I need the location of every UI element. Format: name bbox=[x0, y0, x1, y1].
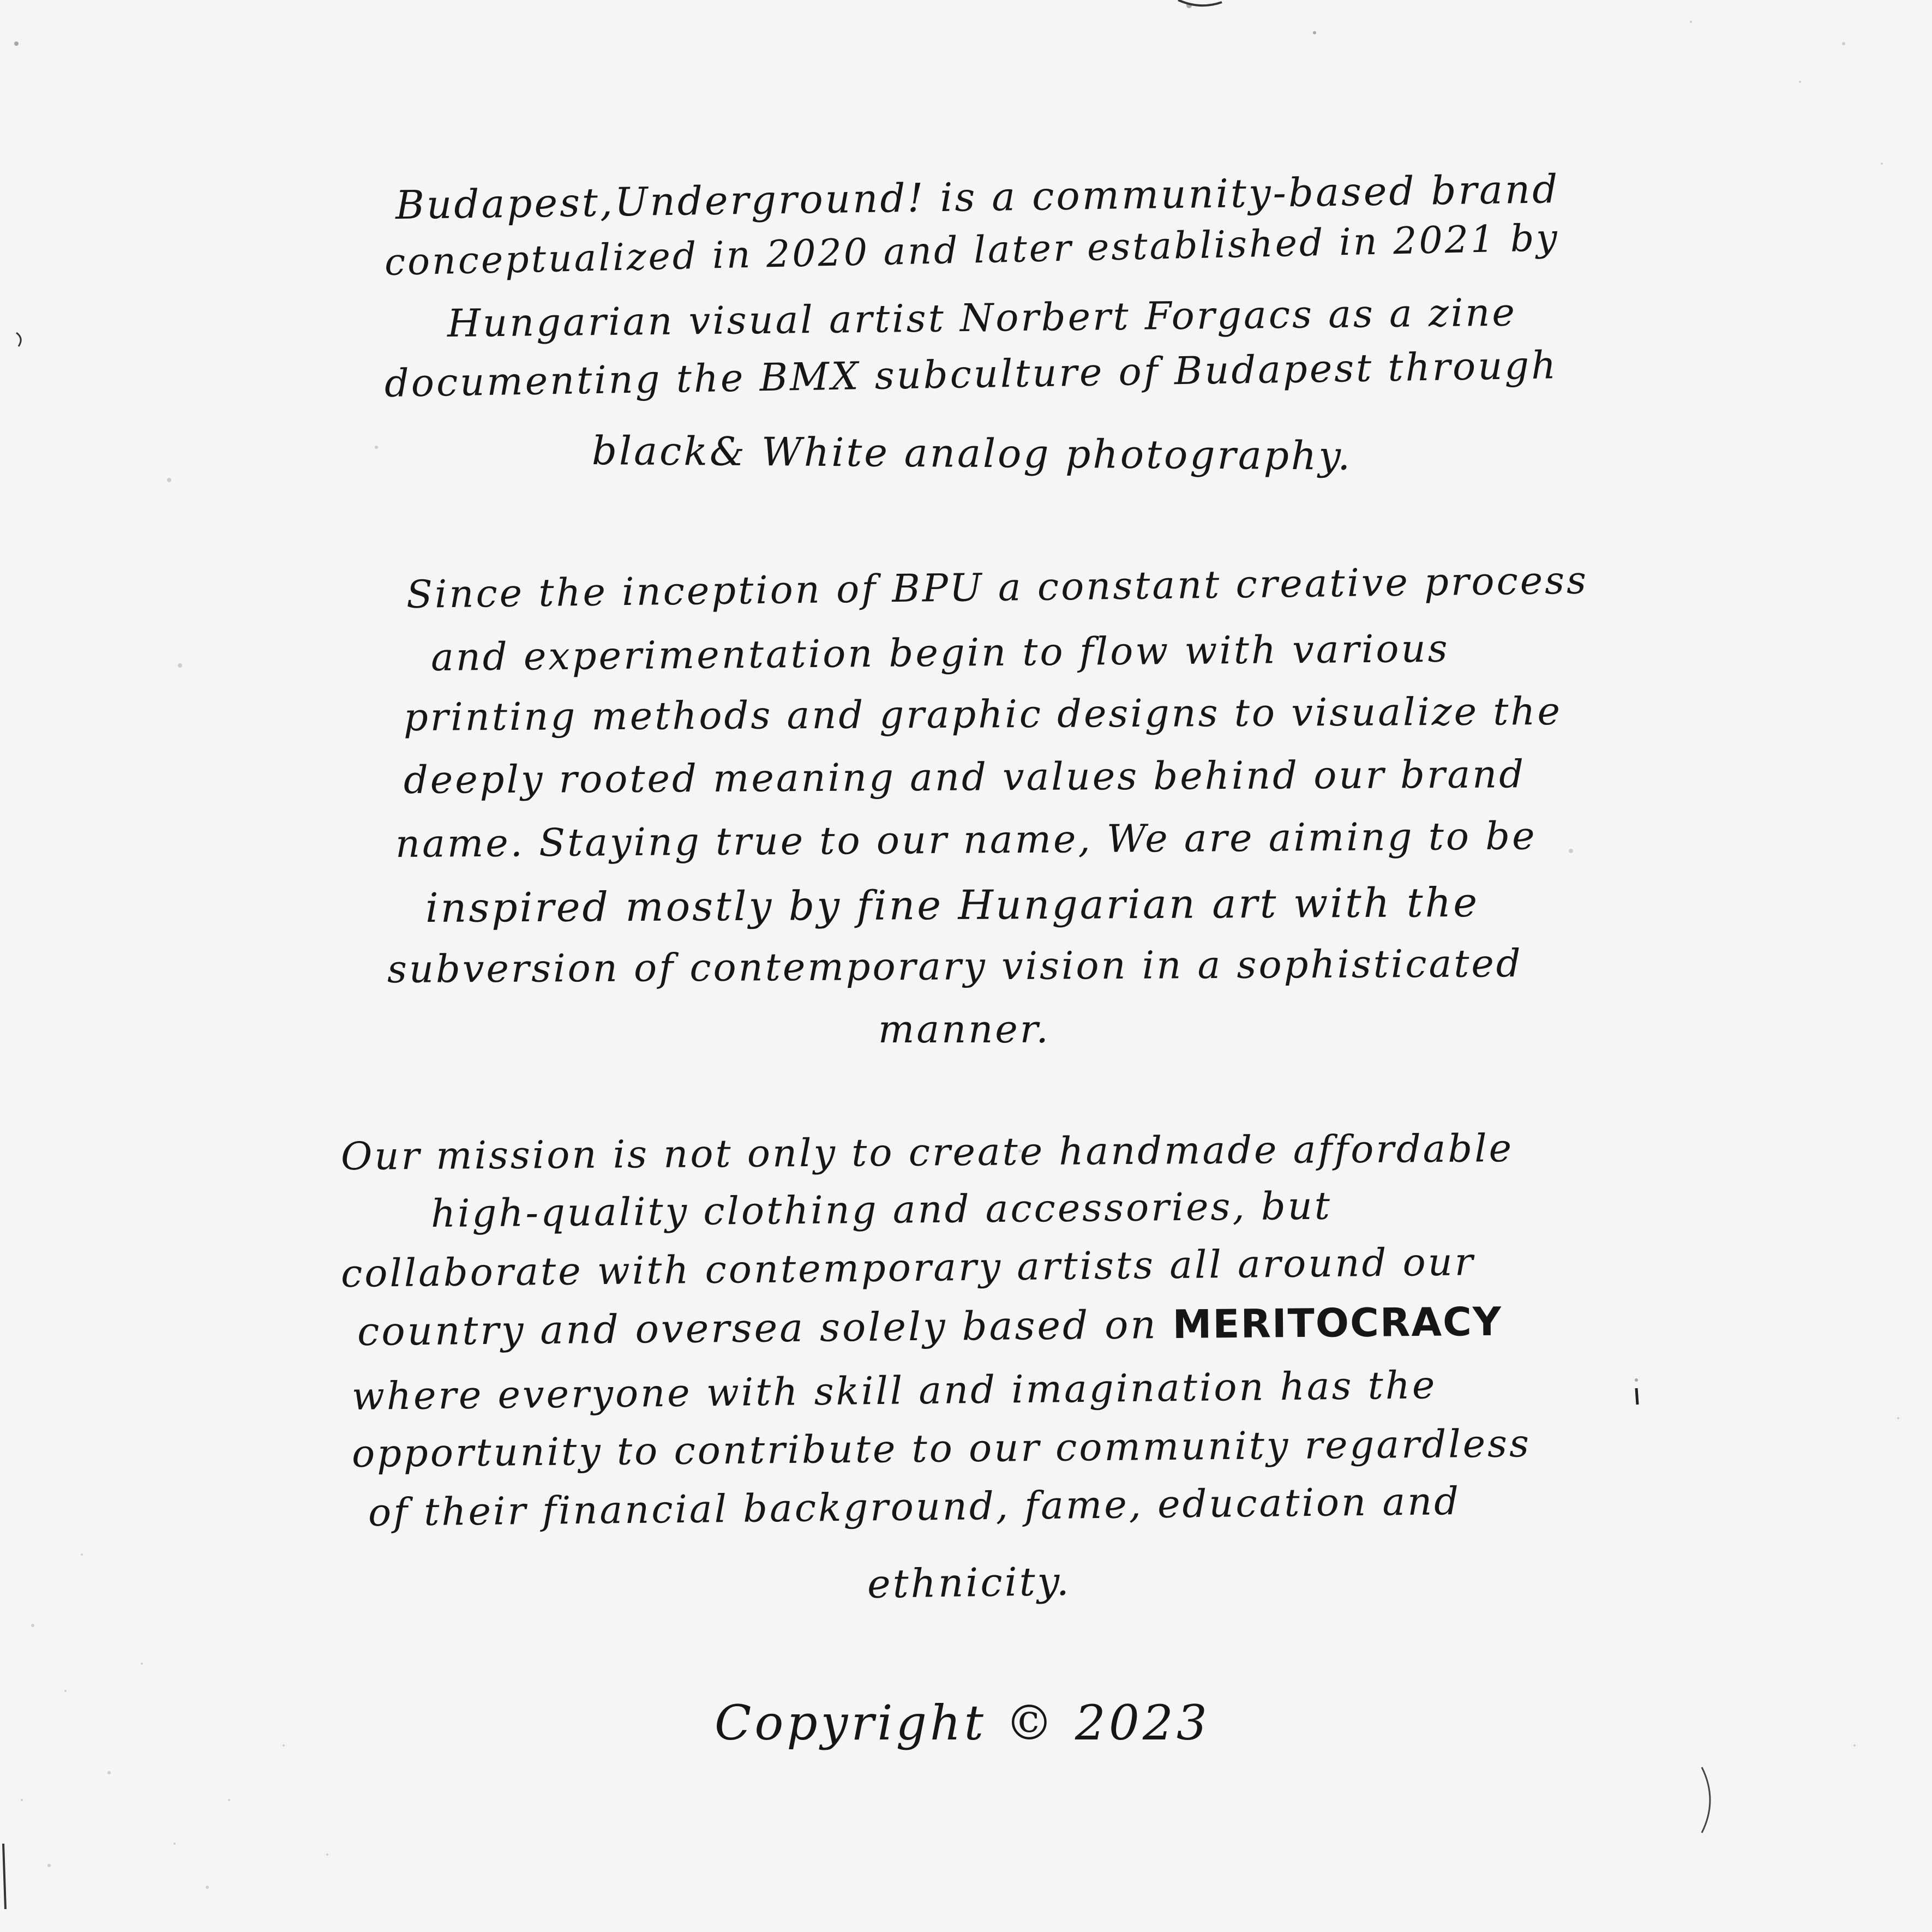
p2-line-1: Since the inception of BPU a constant creative process bbox=[406, 557, 1589, 617]
p1-line-5: black& White analog photography. bbox=[591, 428, 1353, 479]
p2-line-8: manner. bbox=[878, 1007, 1051, 1052]
p3-line-8: ethnicity. bbox=[867, 1558, 1072, 1607]
p3-line-6: opportunity to contribute to our community regardless bbox=[351, 1421, 1532, 1476]
p2-line-6: inspired mostly by fine Hungarian art with the bbox=[425, 879, 1480, 932]
p1-line-1: Budapest,Underground! is a community-based brand bbox=[395, 166, 1560, 228]
p3-line-4-text: country and oversea solely based on bbox=[357, 1301, 1159, 1354]
p3-line-5: where everyone with skill and imagination has the bbox=[351, 1363, 1437, 1419]
p2-line-2: and experimentation begin to flow with various bbox=[430, 626, 1450, 680]
p1-line-2: conceptualized in 2020 and later established in 2021 by bbox=[384, 216, 1560, 284]
meritocracy-emphasis: MERITOCRACY bbox=[1172, 1298, 1503, 1347]
p2-line-5: name. Staying true to our name, We are aiming to be bbox=[395, 813, 1537, 866]
p2-line-7: subversion of contemporary vision in a sophisticated bbox=[387, 941, 1523, 992]
p2-line-4: deeply rooted meaning and values behind our brand bbox=[403, 752, 1526, 802]
p3-line-1: Our mission is not only to create handmade affordable bbox=[340, 1125, 1514, 1179]
p1-line-4: documenting the BMX subculture of Budapest through bbox=[384, 343, 1558, 406]
p3-line-3: collaborate with contemporary artists all around our bbox=[340, 1239, 1475, 1296]
copyright-notice: Copyright © 2023 bbox=[715, 1695, 1210, 1751]
p3-line-2: high-quality clothing and accessories, but bbox=[430, 1183, 1333, 1236]
p3-line-4 bbox=[357, 1298, 1503, 1354]
p3-line-7: of their financial background, fame, education and bbox=[368, 1479, 1461, 1535]
p2-line-3: printing methods and graphic designs to visualize the bbox=[403, 688, 1563, 740]
p1-line-3: Hungarian visual artist Norbert Forgacs as a zine bbox=[447, 290, 1517, 346]
